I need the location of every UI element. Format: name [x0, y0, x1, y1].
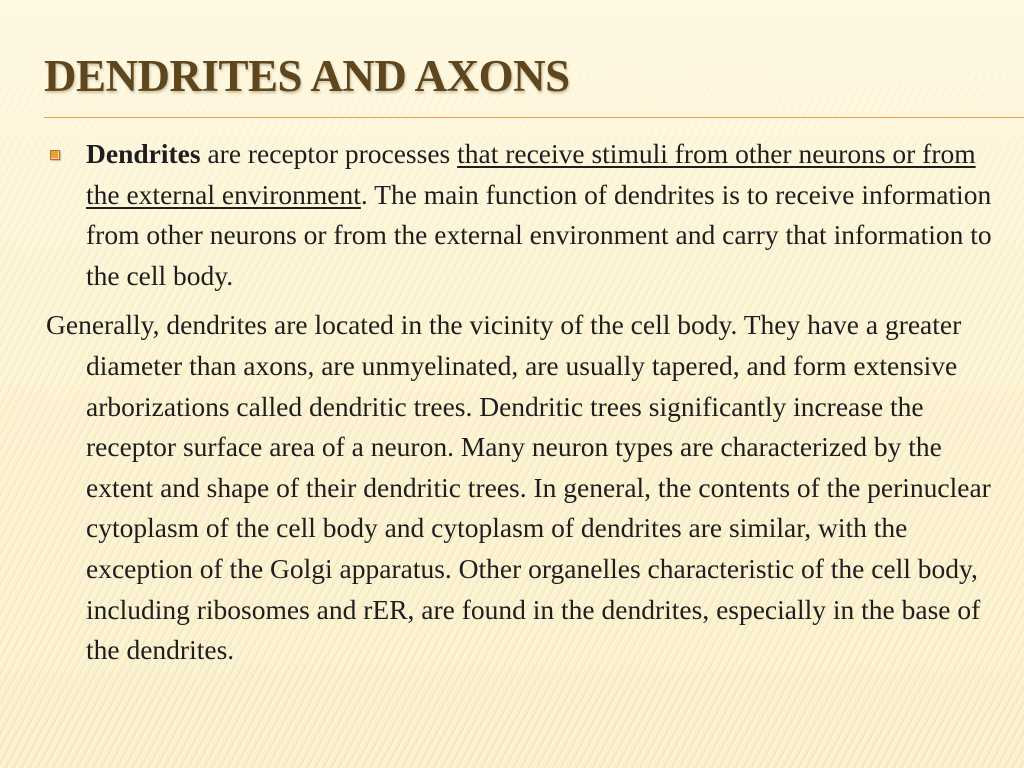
- bullet-underlined-text: that receive stimuli from other neurons or from the external environment: [86, 138, 976, 210]
- body-paragraph: Generally, dendrites are located in the vicinity of the cell body. They have a greater diameter than axons, are unmyelinated, are usually tapered, and form extensive arborizations called dendritic trees. Dendritic trees significantly increase the receptor surface area of a neuron. Many neuron types are characterized by the extent and shape of their dendritic trees. In general, the contents of the perinuclear cytoplasm of the cell body and cytoplasm of dendrites are similar, with the exception of the Golgi apparatus. Other organelles characteristic of the cell body, including ribosomes and rER, are found in the dendrites, especially in the base of the dendrites.: [46, 309, 991, 666]
- slide-body: [46, 134, 1006, 671]
- title-divider: [44, 117, 1024, 118]
- bullet-term: Dendrites: [86, 138, 201, 169]
- slide-title: DENDRITES AND AXONS: [44, 51, 570, 101]
- square-bullet-icon: [50, 150, 60, 160]
- bullet-text-after: . The main function of dendrites is to receive information from other neurons or from the external environment and carry that information to the cell body.: [86, 178, 992, 291]
- bullet-text-before: are receptor processes: [200, 138, 458, 169]
- bullet-paragraph: [46, 134, 1006, 296]
